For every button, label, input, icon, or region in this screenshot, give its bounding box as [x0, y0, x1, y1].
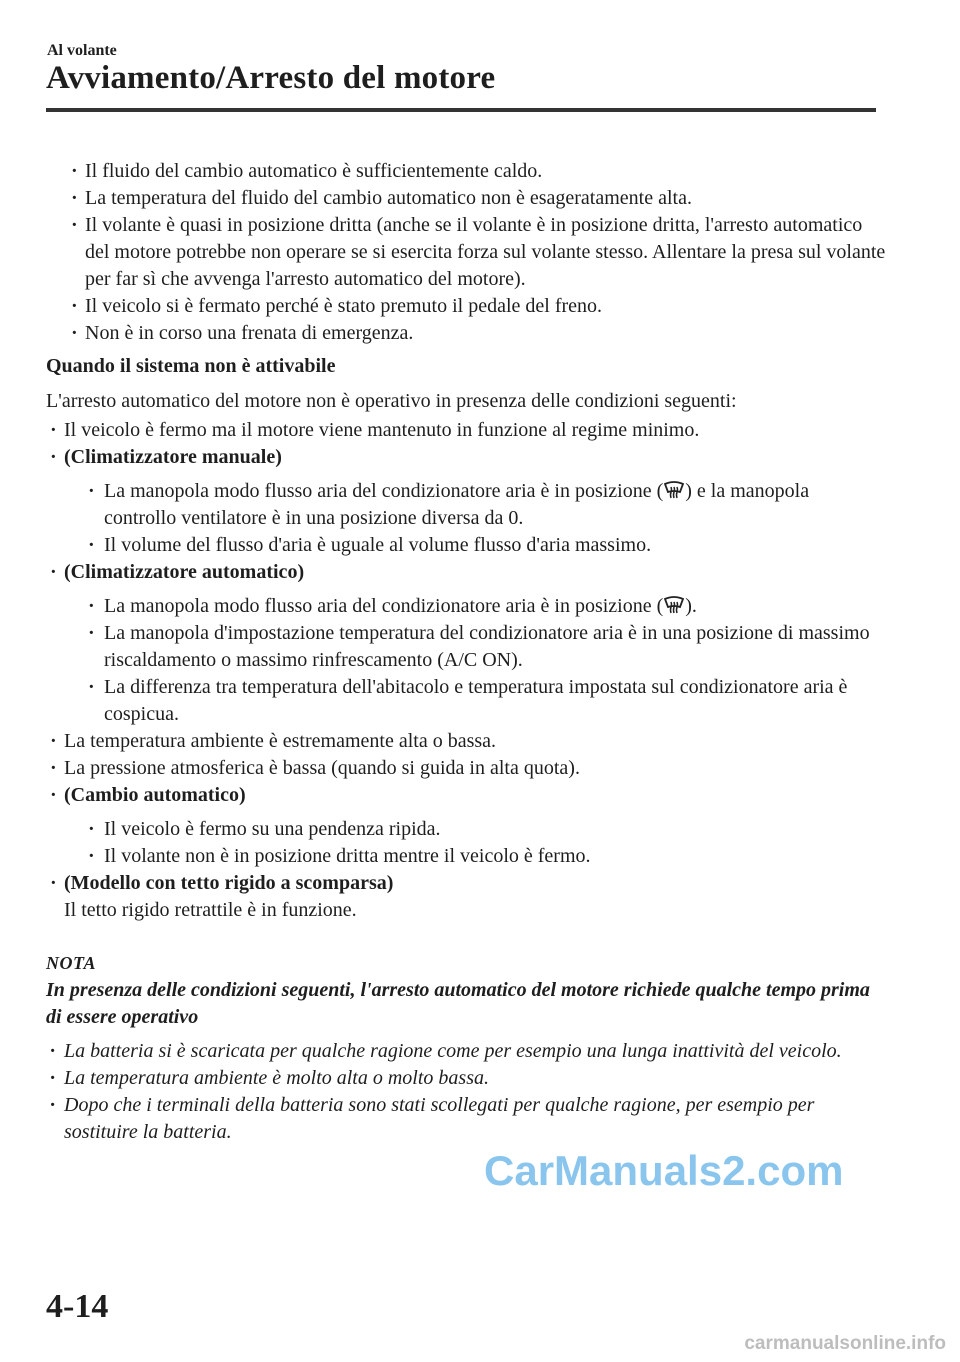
list-item: · La temperatura del fluido del cambio automatico non è esageratamente alta.	[67, 185, 886, 212]
list-item	[46, 782, 886, 870]
note-box	[46, 950, 886, 1146]
list-item: · La batteria si è scaricata per qualche ragione come per esempio una lunga inattività del veicolo.	[46, 1038, 886, 1065]
manual-ac-label: (Climatizzatore manuale)	[64, 446, 282, 468]
text: La manopola modo flusso aria del condizionatore aria è in posizione (	[104, 595, 664, 617]
note-heading: In presenza delle condizioni seguenti, l'arresto automatico del motore richiede qualche tempo prima di essere operativo	[46, 979, 870, 1028]
page-content	[46, 158, 886, 1146]
inactive-conditions-list	[46, 417, 886, 924]
section-heading: Quando il sistema non è attivabile	[46, 355, 336, 377]
auto-ac-sublist	[84, 593, 886, 728]
list-item	[84, 593, 886, 620]
page-title: Avviamento/Arresto del motore	[46, 60, 496, 96]
text: La manopola modo flusso aria del condizionatore aria è in posizione (	[104, 480, 664, 502]
note-list	[46, 1038, 886, 1146]
footer-site-link[interactable]: carmanualsonline.info	[744, 1333, 946, 1354]
manual-ac-sublist	[84, 478, 886, 559]
section-label: Al volante	[47, 42, 117, 59]
text: ).	[685, 595, 697, 617]
list-item: · Il volante non è in posizione dritta mentre il veicolo è fermo.	[84, 843, 886, 870]
windshield-defroster-icon	[663, 595, 685, 615]
auto-trans-label: (Cambio automatico)	[64, 784, 246, 806]
list-item: · Il volante è quasi in posizione dritta (anche se il volante è in posizione dritta, l'arresto automatico del motore potrebbe non operare se si esercita forza sul volante stesso. Allentare la presa sul volante per far sì che avvenga l'arresto automatico del motore).	[67, 212, 886, 293]
title-divider	[46, 108, 876, 112]
note-label: NOTA	[46, 953, 97, 973]
list-item: · La manopola d'impostazione temperatura del condizionatore aria è in una posizione di massimo riscaldamento o massimo rinfrescamento (A/C ON).	[84, 620, 886, 674]
list-item: · La temperatura ambiente è estremamente alta o bassa.	[46, 728, 886, 755]
list-item: · La differenza tra temperatura dell'abitacolo e temperatura impostata sul condizionatore aria è cospicua.	[84, 674, 886, 728]
auto-trans-sublist	[84, 816, 886, 870]
list-item: · Il fluido del cambio automatico è sufficientemente caldo.	[67, 158, 886, 185]
list-item: · La pressione atmosferica è bassa (quando si guida in alta quota).	[46, 755, 886, 782]
list-item: · Il veicolo è fermo su una pendenza ripida.	[84, 816, 886, 843]
text: ) e la manopola controllo ventilatore è in una posizione diversa da 0.	[104, 480, 810, 529]
list-item	[46, 870, 886, 924]
list-item: · Il veicolo si è fermato perché è stato premuto il pedale del freno.	[67, 293, 886, 320]
list-item: · Dopo che i terminali della batteria sono stati scollegati per qualche ragione, per esempio per sostituire la batteria.	[46, 1092, 886, 1146]
retractable-text: Il tetto rigido retrattile è in funzione.	[64, 899, 357, 921]
list-item	[46, 444, 886, 559]
conditions-list	[67, 158, 886, 347]
list-item	[84, 478, 886, 532]
list-item: · Il volume del flusso d'aria è uguale al volume flusso d'aria massimo.	[84, 532, 886, 559]
retractable-label: · (Modello con tetto rigido a scomparsa)	[64, 872, 394, 894]
list-item: · Il veicolo è fermo ma il motore viene mantenuto in funzione al regime minimo.	[46, 417, 886, 444]
watermark-logo: CarManuals2.com	[484, 1147, 844, 1194]
list-item: · La temperatura ambiente è molto alta o molto bassa.	[46, 1065, 886, 1092]
section-intro: L'arresto automatico del motore non è operativo in presenza delle condizioni seguenti:	[46, 390, 737, 412]
auto-ac-label: (Climatizzatore automatico)	[64, 561, 305, 583]
page-number: 4-14	[46, 1288, 109, 1325]
list-item: · Non è in corso una frenata di emergenza.	[67, 320, 886, 347]
list-item	[46, 559, 886, 728]
windshield-defroster-icon	[663, 480, 685, 500]
